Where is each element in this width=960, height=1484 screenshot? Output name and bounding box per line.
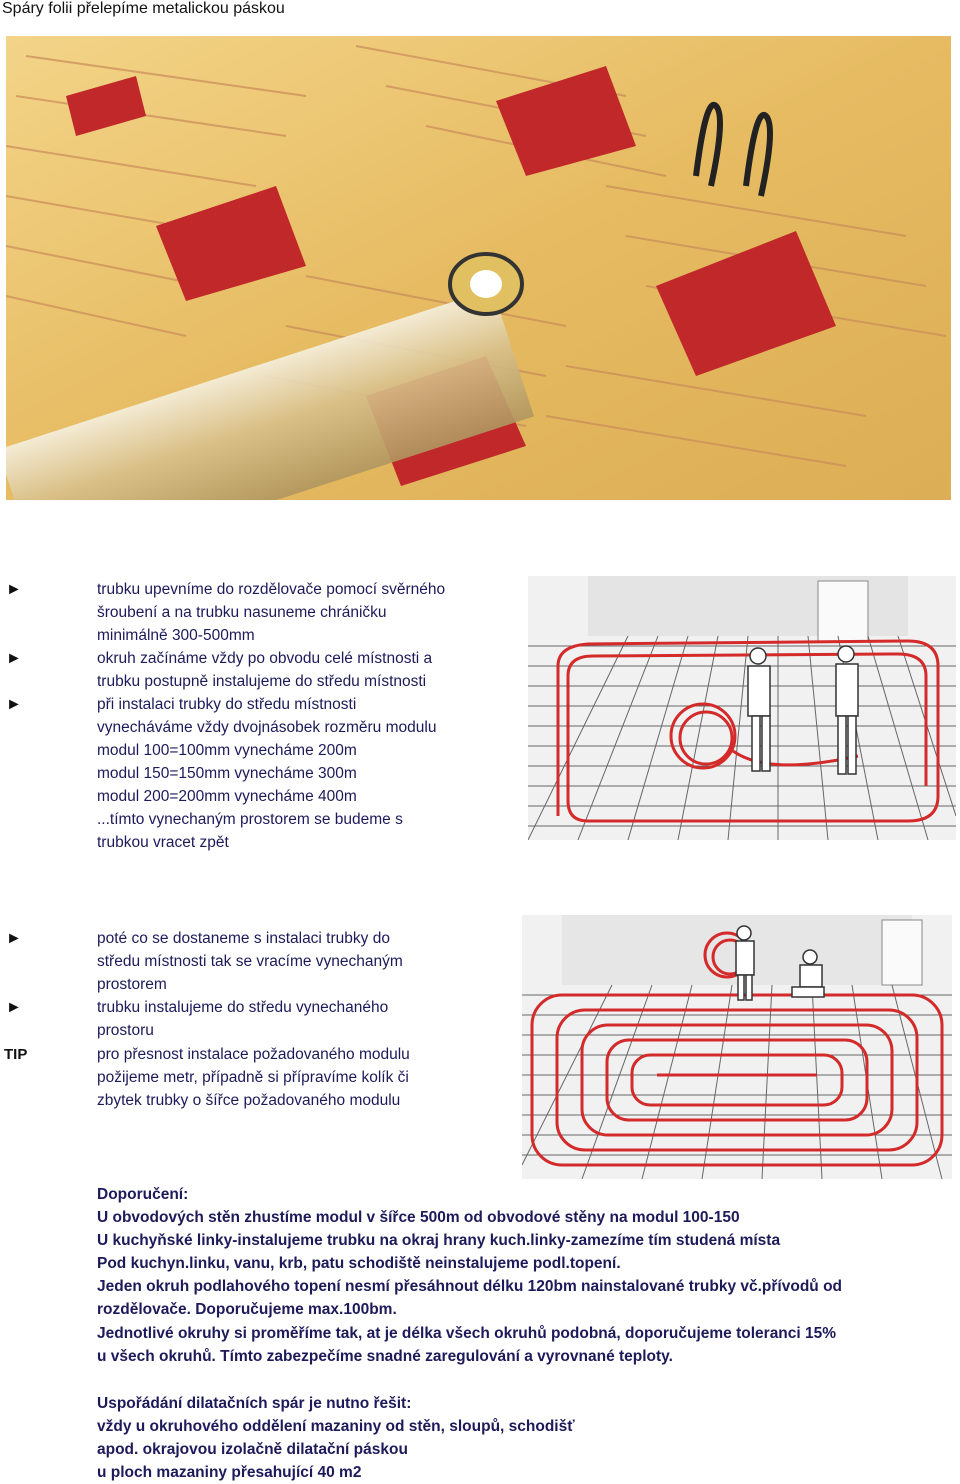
text-line: modul 100=100mm vynecháme 200m (97, 742, 357, 759)
recommendations-title: Doporučení: (97, 1186, 189, 1203)
text-line: středu místnosti tak se vracíme vynechaným (97, 953, 403, 970)
pipe-laying-illustration-1 (528, 576, 956, 840)
text-line: vždy u okruhového oddělení mazaniny od stěn, sloupů, schodišť (97, 1418, 575, 1435)
text-line: prostoru (97, 1022, 154, 1039)
text-line: poté co se dostaneme s instalaci trubky do (97, 930, 390, 947)
foil-tape-photo (6, 36, 951, 500)
text-line: u všech okruhů. Tímto zabezpečíme snadné zaregulování a vyrovnané teploty. (97, 1348, 673, 1365)
text-line: trubkou vracet zpět (97, 834, 229, 851)
pipe-laying-illustration-2 (522, 915, 952, 1179)
text-line: pro přesnost instalace požadovaného modulu (97, 1046, 410, 1063)
text-line: trubku upevníme do rozdělovače pomocí svěrného (97, 581, 446, 598)
bullet-marker: ► (6, 999, 22, 1016)
text-line: Jeden okruh podlahového topení nesmí přesáhnout délku 120bm nainstalované trubky vč.přívodů od (97, 1278, 842, 1295)
text-line: Jednotlivé okruhy si proměříme tak, at je délka všech okruhů podobná, doporučujeme toleranci 15% (97, 1325, 837, 1342)
text-line: apod. okrajovou izolačně dilatační páskou (97, 1441, 408, 1458)
text-line: zbytek trubky o šířce požadovaného modulu (97, 1092, 401, 1109)
floor-heating-spiral-icon (522, 915, 952, 1179)
text-line: U obvodových stěn zhustíme modul v šířce 500m od obvodové stěny na modul 100-150 (97, 1209, 740, 1226)
bullet-marker: ► (6, 696, 22, 713)
text-line: U kuchyňské linky-instalujeme trubku na okraj hrany kuch.linky-zamezíme tím studená místa (97, 1232, 781, 1249)
text-line: minimálně 300-500mm (97, 627, 255, 644)
text-line: ...tímto vynechaným prostorem se budeme s (97, 811, 403, 828)
text-line: rozdělovače. Doporučujeme max.100bm. (97, 1301, 397, 1318)
text-line: šroubení a na trubku nasuneme chráničku (97, 604, 387, 621)
text-line: modul 200=200mm vynecháme 400m (97, 788, 357, 805)
text-line: trubku instalujeme do středu vynechaného (97, 999, 389, 1016)
text-line: Pod kuchyn.linku, vanu, krb, patu schodiště neinstalujeme podl.topení. (97, 1255, 621, 1272)
bullet-marker: ► (6, 650, 22, 667)
bullet-marker: ► (6, 581, 22, 598)
page-heading: Spáry folii přelepíme metalickou páskou (2, 0, 285, 17)
text-line: vynecháváme vždy dvojnásobek rozměru modulu (97, 719, 437, 736)
dilatation-title: Uspořádání dilatačních spár je nutno řešit: (97, 1395, 412, 1412)
floor-heating-room-icon (528, 576, 956, 840)
tip-label: TIP (4, 1046, 28, 1063)
text-line: při instalaci trubky do středu místnosti (97, 696, 357, 713)
text-line: požijeme metr, případně si přípravíme kolík či (97, 1069, 409, 1086)
floor-foil-tape-photo-icon (6, 36, 951, 500)
text-line: u ploch mazaniny přesahující 40 m2 (97, 1464, 362, 1481)
text-line: prostorem (97, 976, 167, 993)
text-line: okruh začínáme vždy po obvodu celé místnosti a (97, 650, 433, 667)
text-line: trubku postupně instalujeme do středu místnosti (97, 673, 427, 690)
text-line: modul 150=150mm vynecháme 300m (97, 765, 357, 782)
bullet-marker: ► (6, 930, 22, 947)
